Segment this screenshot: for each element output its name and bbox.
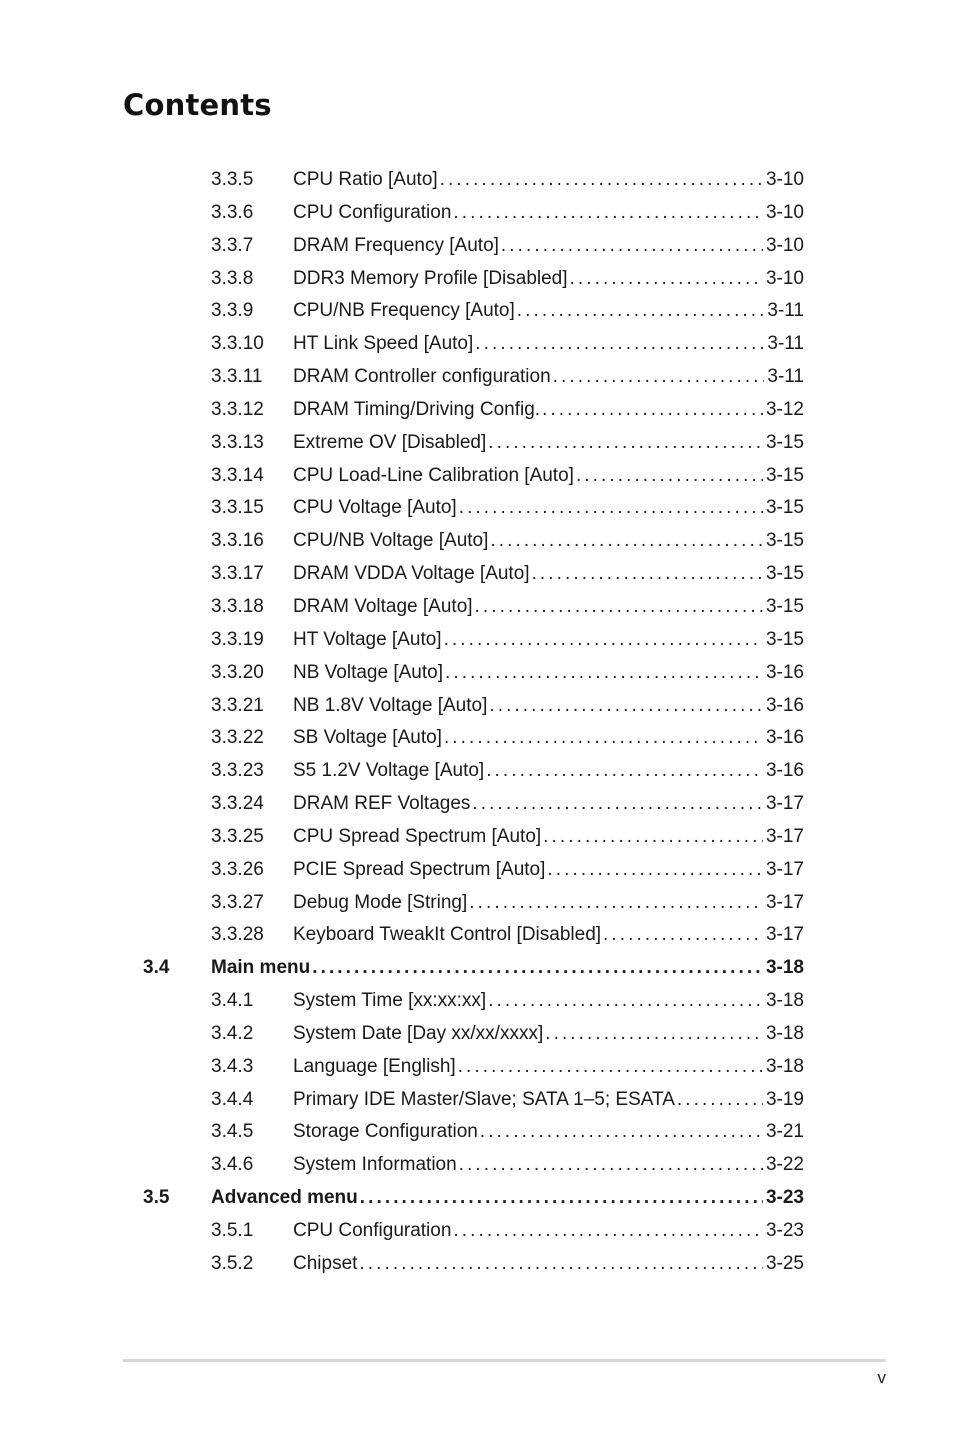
toc-entry[interactable] [0, 1018, 954, 1051]
toc-entry-number: 3.3.22 [211, 727, 264, 749]
toc-entry-number: 3.3.27 [211, 891, 264, 913]
toc-entry-line [293, 328, 804, 361]
toc-entry-line [293, 1215, 804, 1248]
dot-leader [501, 230, 763, 263]
toc-entry-line [293, 788, 804, 821]
toc-entry-title: HT Link Speed [Auto] [293, 333, 474, 355]
toc-entry-number: 3.3.5 [211, 169, 254, 190]
toc-entry-title: DDR3 Memory Profile [Disabled] [293, 267, 568, 289]
toc-entry[interactable] [0, 394, 954, 427]
toc-entry-page: 3-10 [765, 234, 804, 256]
toc-entry-page: 3-11 [767, 366, 804, 388]
toc-entry-line [293, 985, 804, 1018]
toc-entry-line [211, 1182, 804, 1215]
toc-entry[interactable] [0, 1084, 954, 1117]
dot-leader [312, 952, 763, 985]
toc-entry-line [293, 755, 804, 788]
toc-entry-page: 3-15 [765, 431, 804, 453]
dot-leader [576, 460, 763, 493]
toc-entry-title: CPU Configuration [293, 201, 452, 223]
toc-entry-page: 3-15 [765, 563, 804, 585]
toc-entry-title: CPU Load-Line Calibration [Auto] [293, 464, 574, 486]
toc-entry-title: DRAM Timing/Driving Config. [293, 398, 541, 420]
dot-leader [440, 164, 763, 197]
toc-entry-title: CPU/NB Voltage [Auto] [293, 530, 489, 552]
toc-entry-line [293, 427, 804, 460]
toc-entry-line [293, 690, 804, 723]
toc-entry[interactable] [0, 525, 954, 558]
toc-entry-line [293, 1116, 804, 1149]
dot-leader [488, 427, 763, 460]
toc-entry[interactable] [0, 755, 954, 788]
toc-entry[interactable] [0, 657, 954, 690]
dot-leader [547, 854, 763, 887]
dot-leader [543, 821, 763, 854]
dot-leader [444, 722, 763, 755]
toc-entry[interactable] [0, 624, 954, 657]
toc-entry-number: 3.3.26 [211, 858, 264, 880]
footer-divider [123, 1359, 886, 1362]
toc-entry-number: 3.3.16 [211, 530, 264, 552]
toc-entry-number: 3.3.11 [211, 366, 263, 388]
toc-entry-number: 3.3.8 [211, 267, 254, 289]
toc-entry[interactable] [0, 1215, 954, 1248]
toc-entry-page: 3-22 [765, 1154, 804, 1176]
toc-entry-number: 3.3.9 [211, 300, 254, 322]
dot-leader [360, 1182, 763, 1215]
toc-entry-line [293, 657, 804, 690]
toc-entry-title: Chipset [293, 1252, 358, 1274]
toc-entry[interactable] [0, 887, 954, 920]
dot-leader [475, 591, 763, 624]
toc-entry[interactable] [0, 492, 954, 525]
toc-entry[interactable] [0, 1248, 954, 1281]
toc-entry-title: DRAM Controller configuration [293, 366, 551, 388]
toc-entry-number: 3.3.19 [211, 628, 264, 650]
toc-entry-number: 3.5.1 [211, 1220, 254, 1241]
toc-entry-title: SB Voltage [Auto] [293, 727, 442, 749]
toc-entry-line [293, 1149, 804, 1182]
toc-entry-page: 3-16 [765, 661, 804, 683]
toc-entry-page: 3-10 [765, 201, 804, 223]
toc-entry-number: 3.3.7 [211, 234, 254, 256]
toc-entry[interactable] [0, 361, 954, 394]
dot-leader [472, 788, 763, 821]
toc-entry-number: 3.3.20 [211, 661, 264, 683]
toc-entry[interactable] [0, 1051, 954, 1084]
toc-entry-number: 3.3.24 [211, 793, 264, 815]
toc-entry-line [293, 492, 804, 525]
page-title: Contents [123, 88, 272, 122]
toc-entry-line [293, 525, 804, 558]
toc-entry[interactable] [0, 328, 954, 361]
toc-entry-number: 3.3.28 [211, 924, 264, 946]
toc-entry-title: CPU Ratio [Auto] [293, 169, 438, 190]
toc-entry-page: 3-15 [765, 464, 804, 486]
toc-entry-number: 3.3.13 [211, 431, 264, 453]
dot-leader [603, 919, 763, 952]
toc-entry-title: CPU Spread Spectrum [Auto] [293, 825, 542, 847]
toc-entry-number: 3.3.21 [211, 694, 264, 716]
toc-entry-title: DRAM REF Voltages [293, 793, 471, 815]
toc-entry[interactable] [0, 854, 954, 887]
toc-section-entry[interactable] [0, 952, 954, 985]
toc-entry-number: 3.3.12 [211, 398, 264, 420]
toc-entry-title: System Date [Day xx/xx/xxxx] [293, 1022, 544, 1044]
dot-leader [475, 328, 764, 361]
toc-entry-page: 3-17 [765, 891, 804, 913]
toc-entry-line [293, 722, 804, 755]
toc-entry-number: 3.3.25 [211, 825, 264, 847]
dot-leader [459, 492, 763, 525]
toc-entry[interactable] [0, 230, 954, 263]
toc-entry-page: 3-11 [767, 300, 804, 322]
toc-entry-title: PCIE Spread Spectrum [Auto] [293, 858, 546, 880]
dot-leader [359, 1248, 763, 1281]
dot-leader [444, 624, 763, 657]
toc-entry[interactable] [0, 591, 954, 624]
toc-entry-line [293, 1051, 804, 1084]
dot-leader [542, 394, 763, 427]
dot-leader [458, 1051, 763, 1084]
toc-entry-page: 3-18 [765, 1022, 804, 1044]
toc-entry-title: Keyboard TweakIt Control [Disabled] [293, 924, 602, 946]
dot-leader [490, 525, 763, 558]
toc-entry-page: 3-11 [767, 333, 804, 355]
toc-entry-number: 3.5 [143, 1187, 170, 1209]
toc-section-entry[interactable] [0, 1182, 954, 1215]
toc-entry-page: 3-17 [765, 793, 804, 815]
toc-entry-line [293, 295, 804, 328]
toc-entry-line [293, 361, 804, 394]
dot-leader [570, 263, 763, 296]
toc-entry[interactable] [0, 788, 954, 821]
toc-entry-page: 3-10 [765, 169, 804, 190]
toc-entry-title: Debug Mode [String] [293, 891, 468, 913]
toc-entry[interactable] [0, 1116, 954, 1149]
table-of-contents [0, 164, 954, 1281]
toc-entry-page: 3-16 [765, 727, 804, 749]
toc-entry-number: 3.3.17 [211, 563, 264, 585]
dot-leader [553, 361, 765, 394]
dot-leader [469, 887, 763, 920]
toc-entry[interactable] [0, 295, 954, 328]
toc-entry-title: S5 1.2V Voltage [Auto] [293, 760, 485, 782]
toc-entry-line [293, 558, 804, 591]
toc-entry[interactable] [0, 985, 954, 1018]
toc-entry-page: 3-17 [765, 825, 804, 847]
toc-entry[interactable] [0, 919, 954, 952]
toc-entry-number: 3.4.4 [211, 1088, 254, 1110]
toc-entry-page: 3-18 [765, 1055, 804, 1077]
toc-entry-page: 3-12 [765, 398, 804, 420]
toc-entry[interactable] [0, 690, 954, 723]
toc-entry-line [293, 1248, 804, 1281]
toc-entry-title: System Time [xx:xx:xx] [293, 990, 487, 1012]
dot-leader [459, 1149, 763, 1182]
toc-entry-page: 3-17 [765, 858, 804, 880]
dot-leader [453, 197, 763, 230]
toc-entry-title: DRAM Voltage [Auto] [293, 595, 473, 617]
toc-entry-line [293, 624, 804, 657]
toc-entry-number: 3.4.6 [211, 1154, 254, 1176]
toc-entry-number: 3.4.5 [211, 1121, 254, 1143]
toc-entry-title: DRAM Frequency [Auto] [293, 234, 499, 256]
dot-leader [486, 755, 763, 788]
toc-entry-line [293, 887, 804, 920]
toc-entry-page: 3-15 [765, 628, 804, 650]
toc-entry-title: NB 1.8V Voltage [Auto] [293, 694, 488, 716]
toc-entry[interactable] [0, 558, 954, 591]
toc-entry-page: 3-18 [765, 990, 804, 1012]
toc-entry-title: DRAM VDDA Voltage [Auto] [293, 563, 530, 585]
toc-entry-title: NB Voltage [Auto] [293, 661, 443, 683]
toc-entry-line [211, 952, 804, 985]
dot-leader [445, 657, 763, 690]
toc-entry-number: 3.5.2 [211, 1252, 254, 1274]
toc-entry-title: Storage Configuration [293, 1121, 478, 1143]
toc-entry-number: 3.3.10 [211, 333, 264, 355]
toc-entry-line [293, 1018, 804, 1051]
toc-entry-title: System Information [293, 1154, 457, 1176]
toc-entry-title: CPU Configuration [293, 1220, 452, 1241]
toc-entry-page: 3-16 [765, 760, 804, 782]
toc-entry[interactable] [0, 263, 954, 296]
toc-entry-line [293, 394, 804, 427]
toc-entry-line [293, 919, 804, 952]
toc-entry-page: 3-18 [765, 957, 804, 979]
toc-entry-page: 3-23 [765, 1187, 804, 1209]
toc-entry-line [293, 460, 804, 493]
dot-leader [532, 558, 763, 591]
toc-entry-line [293, 230, 804, 263]
toc-entry-number: 3.3.6 [211, 201, 254, 223]
toc-entry[interactable] [0, 427, 954, 460]
toc-entry-title: Advanced menu [211, 1187, 358, 1209]
toc-entry-page: 3-21 [765, 1121, 804, 1143]
toc-entry-number: 3.4.3 [211, 1055, 254, 1077]
dot-leader [677, 1084, 763, 1117]
toc-entry-page: 3-17 [765, 924, 804, 946]
toc-entry-number: 3.3.14 [211, 464, 264, 486]
toc-entry-title: Main menu [211, 957, 311, 979]
dot-leader [488, 985, 763, 1018]
toc-entry-page: 3-23 [765, 1220, 804, 1241]
toc-entry-title: HT Voltage [Auto] [293, 628, 442, 650]
toc-entry-page: 3-15 [765, 530, 804, 552]
toc-entry-title: Extreme OV [Disabled] [293, 431, 487, 453]
toc-entry-number: 3.4.2 [211, 1022, 254, 1044]
toc-entry-page: 3-16 [765, 694, 804, 716]
toc-entry-page: 3-25 [765, 1252, 804, 1274]
dot-leader [480, 1116, 763, 1149]
toc-entry[interactable] [0, 460, 954, 493]
toc-entry-page: 3-19 [765, 1088, 804, 1110]
toc-entry-line [293, 854, 804, 887]
toc-entry-number: 3.3.23 [211, 760, 264, 782]
toc-entry-title: Language [English] [293, 1055, 456, 1077]
toc-entry-page: 3-15 [765, 497, 804, 519]
toc-entry-page: 3-10 [765, 267, 804, 289]
toc-entry-title: CPU Voltage [Auto] [293, 497, 457, 519]
page-number: v [877, 1368, 886, 1387]
toc-entry-title: Primary IDE Master/Slave; SATA 1–5; ESATA [293, 1088, 675, 1110]
toc-entry-line [293, 591, 804, 624]
toc-entry-number: 3.4 [143, 957, 170, 979]
toc-entry-title: CPU/NB Frequency [Auto] [293, 300, 515, 322]
dot-leader [517, 295, 765, 328]
toc-entry-number: 3.4.1 [211, 990, 254, 1012]
toc-entry[interactable] [0, 722, 954, 755]
toc-entry[interactable] [0, 821, 954, 854]
toc-entry-line [293, 164, 804, 197]
toc-entry-line [293, 197, 804, 230]
toc-entry[interactable] [0, 197, 954, 230]
dot-leader [489, 690, 763, 723]
dot-leader [545, 1018, 763, 1051]
toc-entry-number: 3.3.15 [211, 497, 264, 519]
dot-leader [453, 1215, 763, 1248]
toc-entry-page: 3-15 [765, 595, 804, 617]
toc-entry[interactable] [0, 1149, 954, 1182]
toc-entry-number: 3.3.18 [211, 595, 264, 617]
toc-entry-line [293, 263, 804, 296]
toc-entry-line [293, 821, 804, 854]
toc-entry[interactable] [0, 164, 954, 197]
toc-entry-line [293, 1084, 804, 1117]
